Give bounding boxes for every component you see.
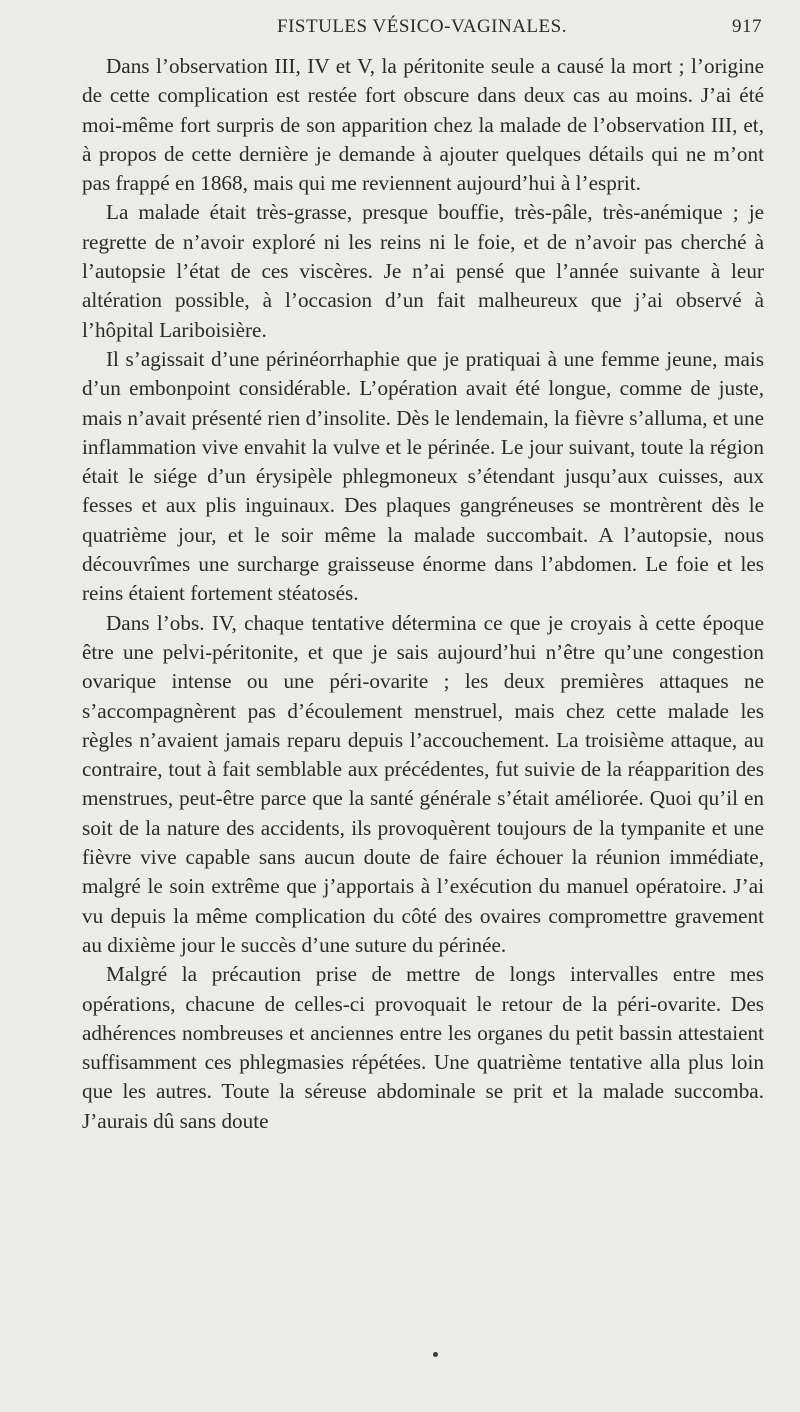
body-text bbox=[82, 52, 764, 1136]
paragraph: Malgré la précaution prise de mettre de longs intervalles entre mes opérations, chacune de celles-ci provoquait le retour de la péri-ovarite. Des adhérences nombreuses et anciennes entre les organes du petit bassin attestaient suffisamment ces phlegmasies répétées. Une quatrième tentative alla plus loin que les autres. Toute la séreuse abdominale se prit et la malade succomba. J’aurais dû sans doute bbox=[82, 962, 764, 1133]
page-header bbox=[82, 16, 762, 40]
running-title: FISTULES VÉSICO-VAGINALES. bbox=[277, 16, 567, 37]
paragraph: Dans l’obs. IV, chaque tentative détermina ce que je croyais à cette époque être une pelvi-péritonite, et que je sais aujourd’hui n’être qu’une congestion ovarique intense ou une péri-ovarite ; les deux premières attaques ne s’accompagnèrent pas d’écoulement menstruel, mais chez cette malade les règles n’avaient jamais reparu depuis l’accouchement. La troisième attaque, au contraire, tout à fait semblable aux précédentes, fut suivie de la réapparition des menstrues, peut-être parce que la santé générale s’était améliorée. Quoi qu’il en soit de la nature des accidents, ils provoquèrent toujours de la tympanite et une fièvre vive capable sans aucun doute de faire échouer la réunion immédiate, malgré le soin extrême que j’apportais à l’exécution du manuel opératoire. J’ai vu depuis la même complication du côté des ovaires compromettre gravement au dixième jour le succès d’une suture du périnée. bbox=[82, 610, 764, 957]
paragraph: La malade était très-grasse, presque bouffie, très-pâle, très-anémique ; je regrette de n’avoir exploré ni les reins ni le foie, et de n’avoir pas cherché à l’autopsie l’état de ces viscères. Je n’ai pensé que l’année suivante à leur altération possible, à l’occasion d’un fait malheureux que j’ai observé à l’hôpital Lariboisière. bbox=[82, 200, 764, 342]
page-number: 917 bbox=[732, 16, 762, 37]
paragraph: Il s’agissait d’une périnéorrhaphie que je pratiquai à une femme jeune, mais d’un embonpoint considérable. L’opération avait été longue, comme de juste, mais n’avait présenté rien d’insolite. Dès le lendemain, la fièvre s’alluma, et une inflammation vive envahit la vulve et le périnée. Le jour suivant, toute la région était le siége d’un érysipèle phlegmoneux s’étendant jusqu’aux cuisses, aux fesses et aux plis inguinaux. Des plaques gangréneuses se montrèrent dès le quatrième jour, et le soir même la malade succombait. A l’autopsie, nous découvrîmes une surcharge graisseuse énorme dans l’abdomen. Le foie et les reins étaient fortement stéatosés. bbox=[82, 346, 764, 606]
paragraph: Dans l’observation III, IV et V, la péritonite seule a causé la mort ; l’origine de cette complication est restée fort obscure dans deux cas au moins. J’ai été moi-même fort surpris de son apparition chez la malade de l’observation III, et, à propos de cette dernière je demande à ajouter quelques détails qui ne m’ont pas frappé en 1868, mais qui me reviennent aujourd’hui à l’esprit. bbox=[82, 54, 764, 196]
ink-speck bbox=[433, 1352, 438, 1357]
